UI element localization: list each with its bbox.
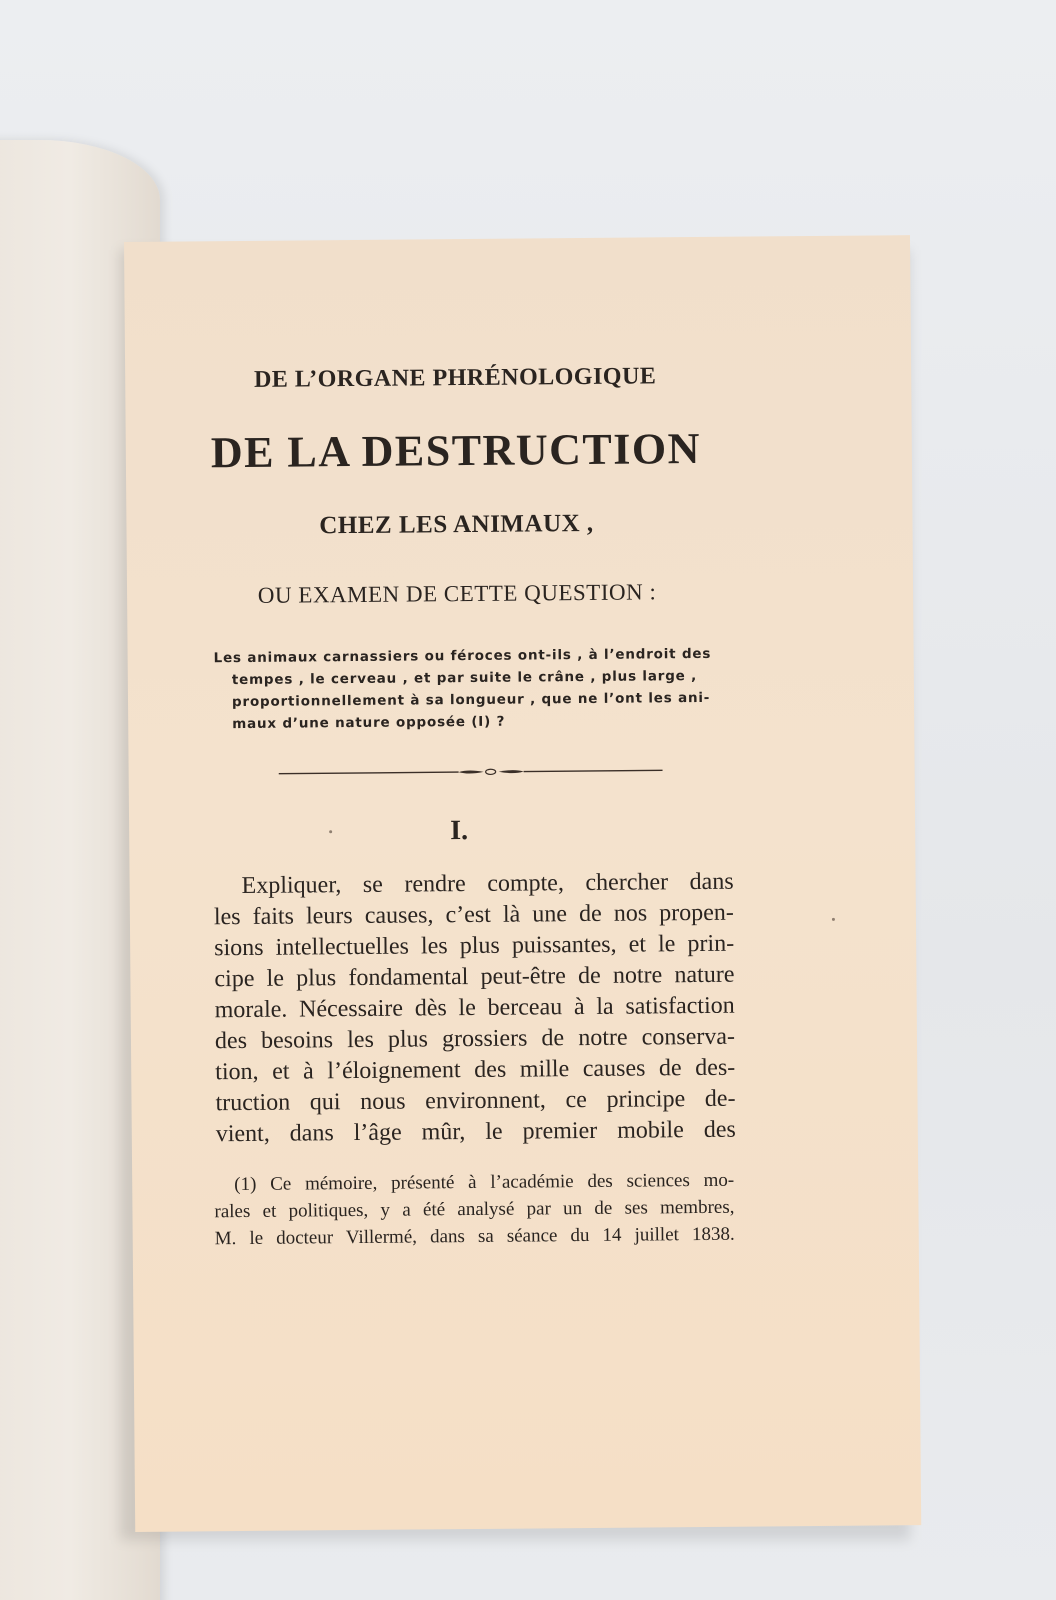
- body-line: morale. Nécessaire dès le berceau à la satisfaction: [214, 992, 735, 1024]
- body-line: sions intellectuelles les plus puissantes, et le prin-: [214, 930, 735, 962]
- body-line: des besoins les plus grossiers de notre conserva-: [214, 1023, 736, 1055]
- body-line: Expliquer, se rendre compte, chercher dans: [241, 868, 734, 899]
- title-line-3: CHEZ LES ANIMAUX ,: [319, 509, 594, 540]
- question-line-2: tempes , le cerveau , et par suite le crâne , plus large ,: [231, 668, 698, 689]
- document-page: [124, 235, 921, 1532]
- ornamental-rule: [279, 765, 663, 778]
- body-line: vient, dans l’âge mûr, le premier mobile des: [215, 1116, 736, 1148]
- question-line-1: Les animaux carnassiers ou féroces ont-ils , à l’endroit des: [213, 645, 712, 667]
- body-line: truction qui nous environnent, ce principe de-: [215, 1085, 736, 1117]
- paper-speck: [832, 918, 835, 921]
- question-line-4: maux d’une nature opposée (I) ?: [232, 713, 506, 733]
- footnote-line: M. le docteur Villermé, dans sa séance du 14 juillet 1838.: [214, 1223, 735, 1250]
- footnote: [214, 1167, 735, 1253]
- question-block: [214, 643, 725, 735]
- title-line-1: DE L’ORGANE PHRÉNOLOGIQUE: [253, 363, 657, 393]
- title-line-4: OU EXAMEN DE CETTE QUESTION :: [257, 579, 657, 608]
- footnote-line: rales et politiques, y a été analysé par un de ses membres,: [214, 1196, 735, 1223]
- section-numeral: I.: [450, 815, 469, 847]
- title-line-2: DE LA DESTRUCTION: [210, 423, 702, 478]
- body-line: tion, et à l’éloignement des mille causes de des-: [215, 1054, 736, 1086]
- question-line-3: proportionnellement à sa longueur , que ne l’ont les ani-: [231, 689, 711, 711]
- body-paragraph: [213, 867, 735, 1151]
- body-line: cipe le plus fondamental peut-être de notre nature: [214, 961, 735, 993]
- paper-speck: [329, 830, 332, 833]
- body-line: les faits leurs causes, c’est là une de nos propen-: [213, 899, 734, 931]
- footnote-line: (1) Ce mémoire, présenté à l’académie des sciences mo-: [234, 1169, 735, 1196]
